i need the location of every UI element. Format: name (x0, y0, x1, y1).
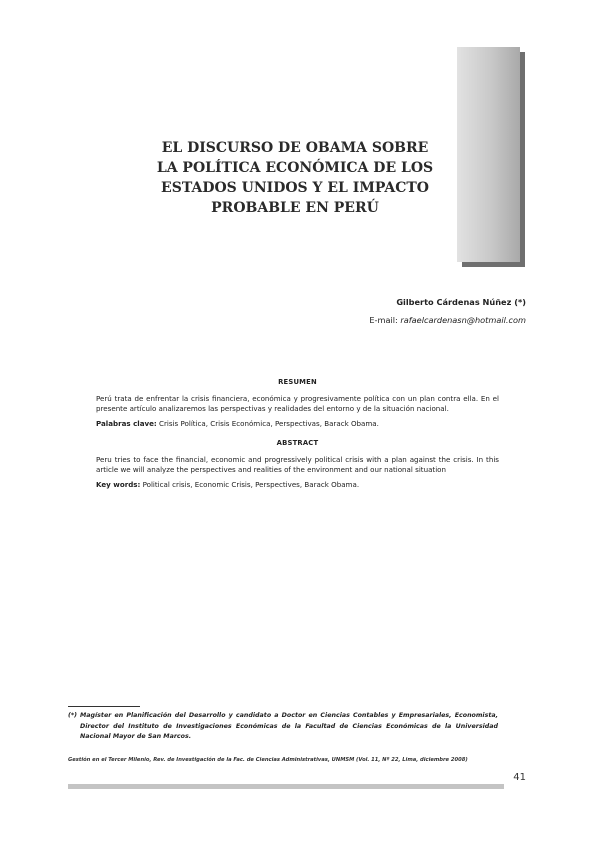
resumen-body: Perú trata de enfrentar la crisis financiera, económica y progresivamente política con un plan contra ella. En el presente artículo analizaremos las perspectivas y realidades del entorno y de la situación nacional. (96, 393, 499, 413)
author-name: Gilberto Cárdenas Núñez (*) (396, 297, 526, 307)
page-number: 41 (513, 772, 526, 783)
footnote-text: Magíster en Planificación del Desarrollo y candidato a Doctor en Ciencias Contables y Empresariales, Economista, Director del Instituto de Investigaciones Económicas de la Facultad de Ciencias Económicas de la Universidad Nacional Mayor de San Marcos. (80, 712, 498, 740)
abstract-keywords (96, 480, 499, 491)
title-line: EL DISCURSO DE OBAMA SOBRE (161, 140, 429, 156)
footer-rule (68, 784, 504, 789)
email-label: E-mail: (369, 315, 401, 325)
resumen-keywords-text: Crisis Política, Crisis Económica, Perspectivas, Barack Obama. (156, 418, 379, 428)
footnote-mark: (*) (68, 712, 78, 719)
footnote (68, 711, 498, 743)
abstract-keywords-label: Key words: (96, 479, 141, 489)
journal-citation: Gestión en el Tercer Milenio, Rev. de Investigación de la Fac. de Ciencias Administrativas, UNMSM (Vol. 11, Nº 22, Lima, diciembre 2008) (68, 757, 468, 763)
footnote-divider (68, 706, 140, 707)
resumen-keywords (96, 419, 499, 430)
resumen-heading: RESUMEN (278, 378, 317, 386)
abstract-heading: ABSTRACT (276, 439, 319, 447)
resumen-keywords-label: Palabras clave: (96, 418, 157, 428)
title-line: LA POLÍTICA ECONÓMICA DE LOS (156, 160, 434, 176)
title-line: ESTADOS UNIDOS Y EL IMPACTO (161, 180, 429, 196)
title-line: PROBABLE EN PERÚ (211, 200, 379, 216)
abstract-section (96, 438, 499, 494)
author-email-line (369, 311, 526, 329)
abstract-keywords-text: Political crisis, Economic Crisis, Perspectives, Barack Obama. (140, 479, 360, 489)
resumen-section (96, 377, 499, 433)
article-title (120, 138, 470, 218)
author-email[interactable]: rafaelcardenasn@hotmail.com (400, 315, 526, 325)
author-block (369, 293, 526, 329)
abstract-body: Peru tries to face the financial, economic and progressively political crisis with a plan against the crisis. In this article we will analyze the perspectives and realities of the environment and our national situation (96, 454, 499, 474)
